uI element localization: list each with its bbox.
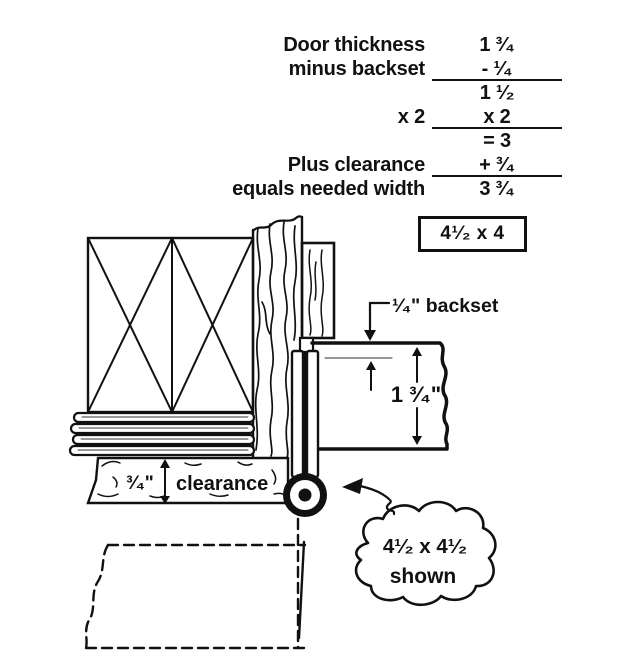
hinge-size-box: 4¹⁄₂ x 4	[418, 216, 527, 252]
stop-grain	[309, 250, 323, 336]
calc-value: 3 ³⁄₄	[479, 178, 515, 200]
hinge-pin-dot	[299, 489, 312, 502]
hinge-leaf-right	[307, 351, 318, 477]
calc-label: equals needed width	[232, 178, 425, 200]
calc-label: minus backset	[288, 58, 425, 80]
hinge-leaf-left	[292, 351, 303, 477]
calc-value: + ³⁄₄	[432, 153, 562, 177]
trim-slats	[70, 413, 254, 455]
calc-value: = 3	[483, 130, 511, 152]
backset-pointer-arrow	[366, 361, 376, 390]
calc-value: 1 ¹⁄₂	[479, 82, 515, 104]
jamb-grain	[256, 222, 297, 457]
cloud-size-label: 4¹⁄₂ x 4¹⁄₂	[382, 535, 468, 558]
clearance-word-label: clearance	[176, 473, 269, 495]
hinge	[287, 351, 324, 514]
calc-label: Door thickness	[283, 34, 425, 56]
backset-label: ¹⁄₄" backset	[392, 295, 499, 317]
door-thickness-label: 1 ³⁄₄"	[390, 382, 442, 407]
cloud-shown-label: shown	[389, 565, 457, 588]
calc-value: x 2	[432, 105, 562, 129]
backset-callout	[364, 303, 389, 341]
cloud-arrow	[342, 478, 394, 514]
door-edge-line	[299, 542, 304, 638]
door-stop	[302, 243, 334, 338]
calc-value: - ¹⁄₄	[432, 57, 562, 81]
calc-label: Plus clearance	[287, 154, 425, 176]
clearance-value-label: ³⁄₄"	[126, 473, 154, 494]
wall-section	[88, 238, 253, 412]
calc-value: 1 ³⁄₄	[479, 34, 515, 56]
calc-label: x 2	[397, 106, 425, 128]
phantom-door	[86, 519, 307, 648]
